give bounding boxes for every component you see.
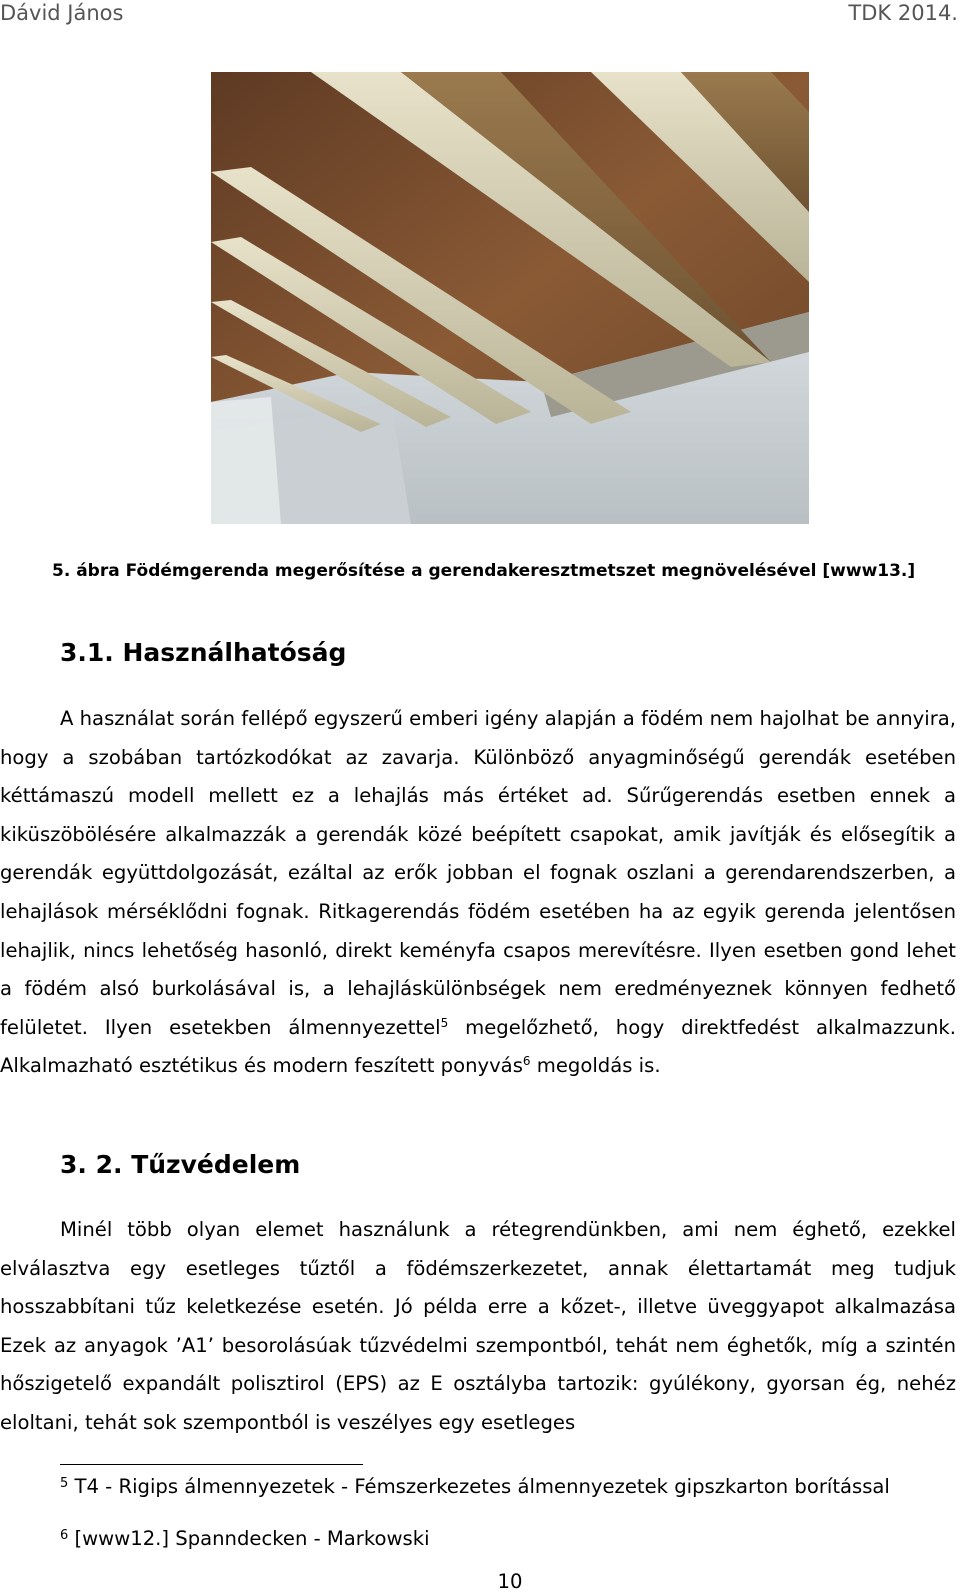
page-number: 10 [497, 1570, 523, 1593]
ceiling-beams-photo [211, 72, 809, 524]
figure-caption: 5. ábra Födémgerenda megerősítése a gerendakeresztmetszet megnövelésével [www13.] [52, 561, 916, 581]
footnote-divider [60, 1464, 363, 1465]
section-heading-tuzvedelem: 3. 2. Tűzvédelem [60, 1150, 301, 1179]
figure-photo [211, 72, 809, 524]
header-author: Dávid János [0, 1, 124, 25]
footnote-6: $^6$ [www12.] Spanndecken - Markowski [60, 1527, 430, 1550]
page-header [0, 0, 960, 28]
footnote-ref-6[interactable]: 6 [522, 1054, 531, 1069]
header-event: TDK 2014. [848, 1, 958, 25]
footnote-ref-5[interactable]: 5 [440, 1015, 449, 1030]
section-heading-hasznalhatosag: 3.1. Használhatóság [60, 638, 347, 667]
footnote-5: $^5$ T4 - Rigips álmennyezetek - Fémszerkezetes álmennyezetek gipszkarton borítással [60, 1475, 890, 1498]
paragraph-hasznalhatosag: A használat során fellépő egyszerű emberi igény alapján a födém nem hajolhat be annyira, hogy a szobában tartózkodókat az zavarja. Különböző anyagminőségű gerendák esetében kéttámaszú modell mellett ez a lehajlás más értéket ad. Sűrűgerendás esetben ennek a kiküszöbölésére alkalmazzák a gerendák közé beépített csapokat, amik javítják és elősegítik a gerendák együttdolgozását, ezáltal az erők jobban el fognak oszlani a gerendarendszerben, a lehajlások mérséklődni fognak. Ritkagerendás födém esetében ha az egyik gerenda jelentősen lehajlik, nincs lehetőség hasonló, direkt keményfa csapos merevítésre. Ilyen esetben gond lehet a födém alsó burkolásával is, a lehajláskülönbségek nem eredményeznek könnyen fedhető felületet. Ilyen esetekben álmennyezettel$^5$ megelőzhető, hogy direktfedést alkalmazzunk. Alkalmazható esztétikus és modern feszített ponyvás$^6$ megoldás is. [0, 707, 956, 1078]
paragraph-tuzvedelem: Minél több olyan elemet használunk a rétegrendünkben, ami nem éghető, ezekkel elválasztva egy esetleges tűztől a födémszerkezetet, annak élettartamát meg tudjuk hosszabbítani tűz keletkezése esetén. Jó példa erre a kőzet-, illetve üveggyapot alkalmazása Ezek az anyagok ’A1’ besorolásúak tűzvédelmi szempontból, tehát nem éghetők, míg a szintén hőszigetelő expandált polisztirol (EPS) az E osztályba tartozik: gyúlékony, gyorsan ég, nehéz eloltani, tehát sok szempontból is veszélyes egy esetleges [0, 1218, 956, 1434]
